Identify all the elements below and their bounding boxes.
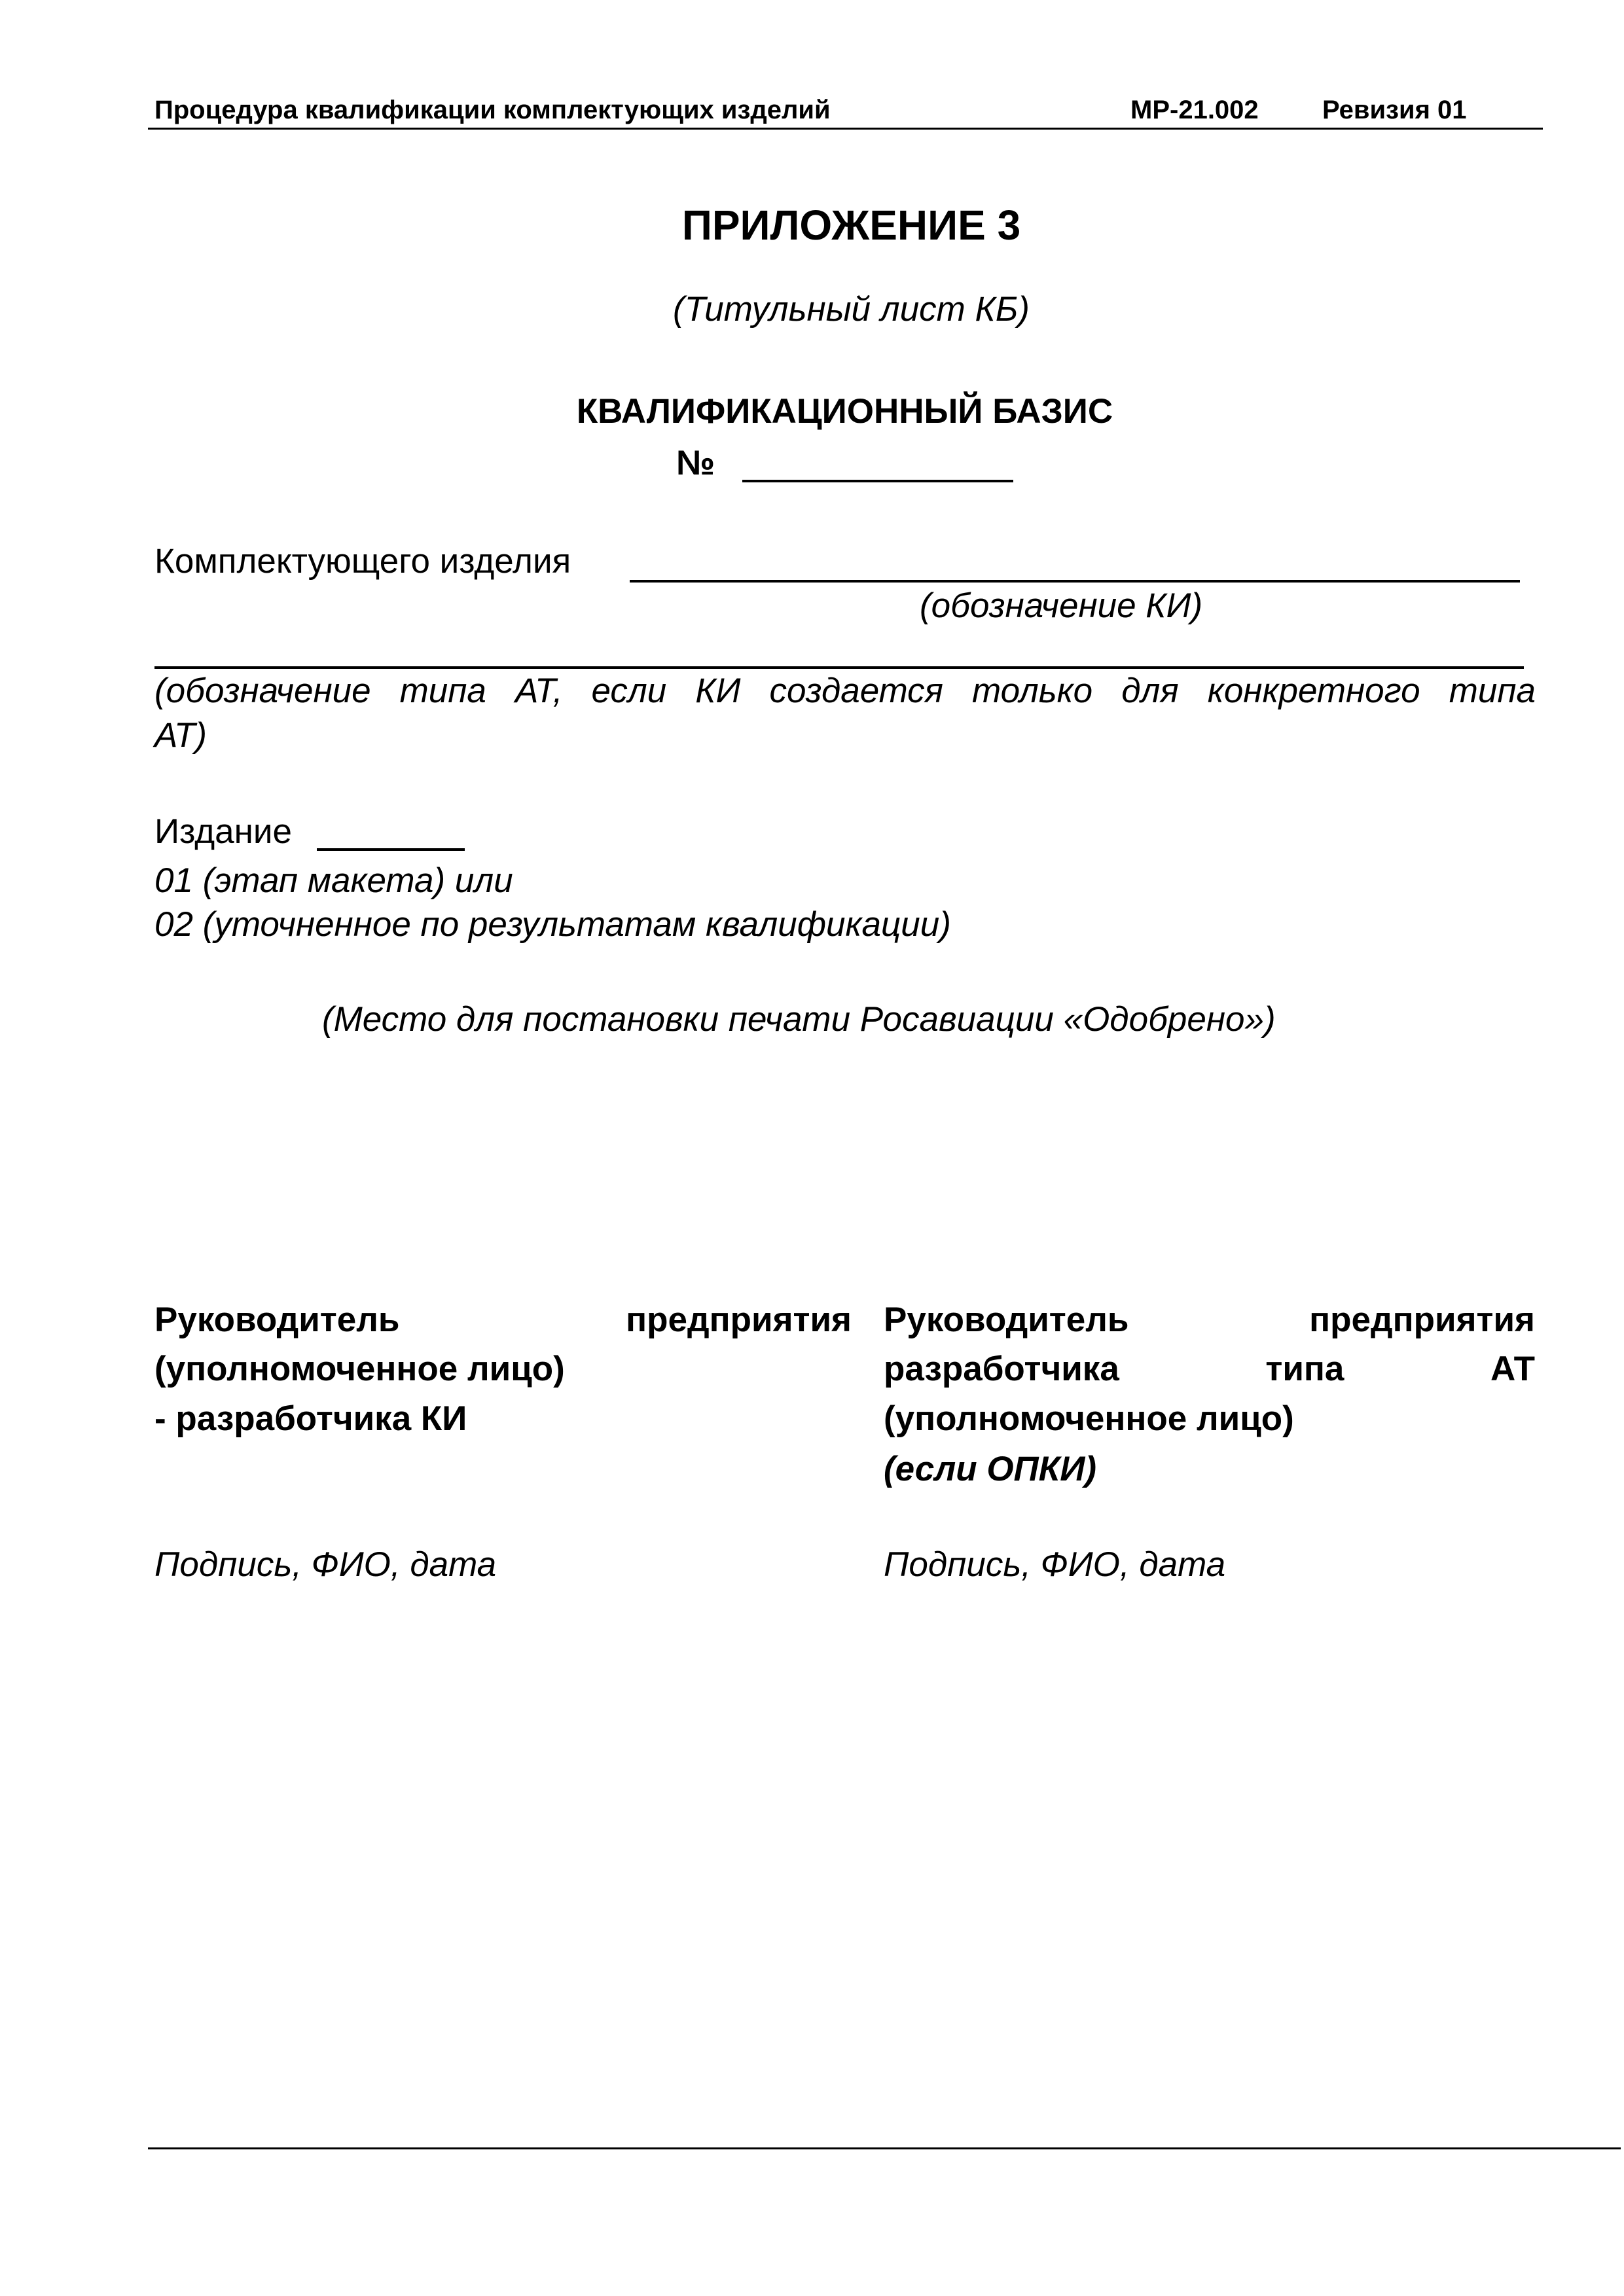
at-type-word: КИ — [695, 672, 741, 710]
sig-right-line4: (если ОПКИ) — [884, 1450, 1097, 1488]
number-label: № — [676, 444, 715, 482]
sig-right-word: типа — [1265, 1350, 1344, 1388]
edition-option-1: 01 (этап макета) или — [154, 861, 513, 900]
sig-right-line1 — [884, 1300, 1535, 1340]
edition-option-2: 02 (уточненное по результатам квалификации) — [154, 905, 951, 944]
sig-left-line2: (уполномоченное лицо) — [154, 1350, 565, 1388]
at-type-word: конкретного — [1207, 672, 1420, 710]
header-doc-code: МР-21.002 — [1130, 96, 1259, 124]
component-label: Комплектующего изделия — [154, 542, 571, 581]
appendix-subtitle: (Титульный лист КБ) — [673, 290, 1030, 329]
stamp-note: (Место для постановки печати Росавиации «Одобрено») — [322, 1000, 1276, 1039]
at-type-blank-line[interactable] — [154, 666, 1524, 669]
sig-right-word: разработчика — [884, 1350, 1119, 1388]
at-type-word: (обозначение — [154, 672, 371, 710]
component-caption: (обозначение КИ) — [920, 586, 1203, 625]
sig-left-caption: Подпись, ФИО, дата — [154, 1545, 497, 1584]
at-type-word: только — [972, 672, 1093, 710]
sig-left-word: предприятия — [626, 1300, 852, 1339]
basis-title: КВАЛИФИКАЦИОННЫЙ БАЗИС — [576, 392, 1113, 431]
sig-right-word: АТ — [1490, 1350, 1535, 1388]
edition-label: Издание — [154, 812, 292, 851]
sig-right-line2 — [884, 1349, 1535, 1389]
number-blank-line[interactable] — [742, 480, 1013, 482]
sig-left-line1 — [154, 1300, 852, 1340]
sig-right-word: предприятия — [1309, 1300, 1535, 1339]
at-type-word: типа — [399, 672, 486, 710]
sig-right-line3: (уполномоченное лицо) — [884, 1399, 1294, 1438]
appendix-title: ПРИЛОЖЕНИЕ 3 — [681, 202, 1021, 249]
sig-left-word: Руководитель — [154, 1300, 400, 1339]
at-type-caption-line2: АТ) — [154, 716, 208, 755]
at-type-word: АТ, — [514, 672, 563, 710]
sig-left-line3: - разработчика КИ — [154, 1399, 467, 1438]
edition-blank-line[interactable] — [317, 848, 465, 851]
at-type-caption-line1 — [154, 671, 1536, 711]
header-rule — [148, 128, 1543, 130]
at-type-word: типа — [1449, 672, 1536, 710]
at-type-word: если — [591, 672, 667, 710]
footer-rule — [148, 2147, 1621, 2149]
sig-right-caption: Подпись, ФИО, дата — [884, 1545, 1226, 1584]
component-blank-line[interactable] — [630, 580, 1520, 583]
header-revision: Ревизия 01 — [1322, 96, 1467, 124]
header-doc-title: Процедура квалификации комплектующих изделий — [154, 96, 831, 124]
at-type-word: для — [1121, 672, 1179, 710]
at-type-word: создается — [769, 672, 943, 710]
sig-right-word: Руководитель — [884, 1300, 1129, 1339]
